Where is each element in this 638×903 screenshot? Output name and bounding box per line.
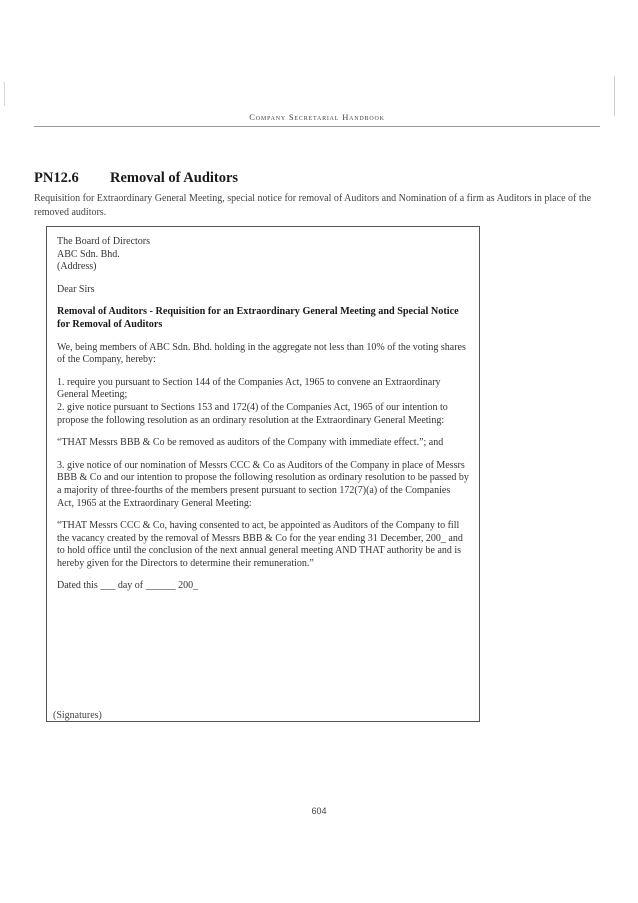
preamble: We, being members of ABC Sdn. Bhd. holding in the aggregate not less than 10% of the voting shares of the Company, hereby: bbox=[57, 341, 466, 366]
scan-artifact-left bbox=[4, 82, 5, 106]
section-number: PN12.6 bbox=[34, 170, 79, 186]
item-3: 3. give notice of our nomination of Messrs CCC & Co as Auditors of the Company in place of Messrs BBB & Co and our intention to propose the following resolution as ordinary resolution to be passed by a majority of three-fourths of the members present pursuant to section 172(7)(a) of the Companies Act, 1965 at the Extraordinary General Meeting: bbox=[57, 459, 469, 509]
letter-body bbox=[57, 236, 469, 603]
resolution-1: “THAT Messrs BBB & Co be removed as auditors of the Company with immediate effect.”; and bbox=[57, 437, 444, 449]
recipient-address bbox=[57, 236, 469, 274]
section-heading bbox=[34, 170, 238, 187]
address-line: (Address) bbox=[57, 261, 97, 273]
letter-template-box bbox=[46, 226, 480, 722]
resolution-2: “THAT Messrs CCC & Co, having consented to act, be appointed as Auditors of the Company to fill the vacancy created by the removal of Messrs BBB & Co for the year ending 31 December, 200_ and to hold office until the conclusion of the next annual general meeting AND THAT authority be and is hereby given for the Directors to determine their remuneration.” bbox=[57, 520, 463, 569]
header-rule bbox=[34, 126, 600, 127]
section-title: Removal of Auditors bbox=[110, 170, 239, 186]
dated-line: Dated this ___ day of ______ 200_ bbox=[57, 580, 199, 592]
address-line: The Board of Directors bbox=[57, 236, 151, 247]
item-1: 1. require you pursuant to Section 144 of the Companies Act, 1965 to convene an Extraordinary General Meeting; bbox=[57, 376, 441, 401]
page-number: 604 bbox=[311, 806, 327, 816]
item-2: 2. give notice pursuant to Sections 153 and 172(4) of the Companies Act, 1965 of our intention to propose the following resolution as an ordinary resolution at the Extraordinary General Meeting: bbox=[57, 401, 448, 426]
running-header: Company Secretarial Handbook bbox=[249, 112, 385, 122]
scan-artifact-right bbox=[614, 76, 615, 116]
letter-subject: Removal of Auditors - Requisition for an Extraordinary General Meeting and Special Notice for Removal of Auditors bbox=[57, 306, 459, 330]
section-intro: Requisition for Extraordinary General Meeting, special notice for removal of Auditors and Nomination of a firm as Auditors in place of the removed auditors. bbox=[34, 193, 592, 218]
address-line: ABC Sdn. Bhd. bbox=[57, 248, 120, 260]
salutation: Dear Sirs bbox=[57, 283, 95, 295]
signatures-label: (Signatures) bbox=[53, 710, 102, 721]
